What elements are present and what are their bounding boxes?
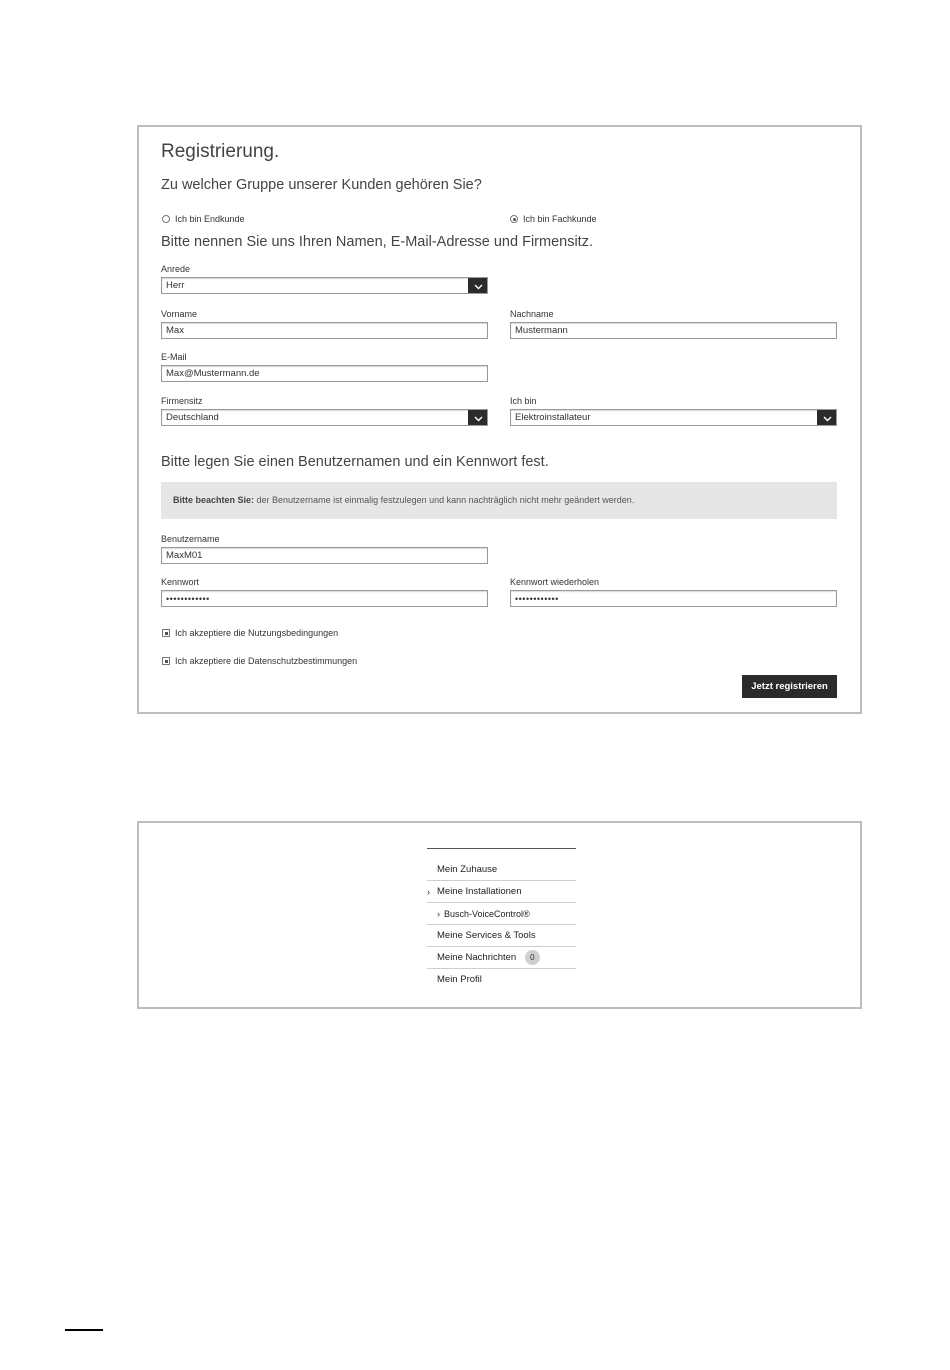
anrede-label: Anrede [161,264,191,274]
chevron-down-icon[interactable] [468,277,488,294]
menu-item-label: Meine Installationen [437,886,522,897]
register-button[interactable]: Jetzt registrieren [742,675,837,698]
firmensitz-select[interactable] [161,409,488,426]
notice-box [161,482,837,519]
chevron-right-icon: › [427,887,430,897]
menu-item-meine-nachrichten[interactable] [427,947,576,969]
ichbin-value: Elektroinstallateur [515,412,591,423]
chevron-down-icon[interactable] [817,409,837,426]
firmensitz-label: Firmensitz [161,396,203,406]
radio-endkunde[interactable] [162,215,170,223]
notice-text: der Benutzername ist einmalig festzulegen und kann nachträglich nicht mehr geändert werden. [254,495,635,505]
menu-item-label: Mein Profil [437,974,482,985]
chevron-right-icon: › [437,909,440,919]
email-label: E-Mail [161,352,187,362]
credentials-heading: Bitte legen Sie einen Benutzernamen und ein Kennwort fest. [161,454,549,470]
radio-fachkunde-label: Ich bin Fachkunde [523,214,597,224]
menu-item-mein-zuhause[interactable] [427,859,576,881]
password-label: Kennwort [161,577,200,587]
menu-item-label: Busch-VoiceControl® [444,909,530,919]
name-heading: Bitte nennen Sie uns Ihren Namen, E-Mail-Adresse und Firmensitz. [161,234,593,250]
registration-panel [137,125,862,714]
menu-item-meine-services-tools[interactable] [427,925,576,947]
menu-item-busch-voicecontrol[interactable] [427,903,576,925]
password-repeat-input[interactable]: •••••••••••• [510,590,837,607]
chevron-down-icon[interactable] [468,409,488,426]
password-input[interactable]: •••••••••••• [161,590,488,607]
privacy-checkbox[interactable] [162,657,170,665]
menu-item-label: Meine Services & Tools [437,930,536,941]
radio-fachkunde[interactable] [510,215,518,223]
page-footer-rule [65,1329,103,1331]
email-field[interactable]: Max@Mustermann.de [161,365,488,382]
group-question: Zu welcher Gruppe unserer Kunden gehören Sie? [161,177,482,193]
username-input[interactable]: MaxM01 [161,547,488,564]
menu-item-meine-installationen[interactable] [427,881,576,903]
username-label: Benutzername [161,534,220,544]
menu-item-mein-profil[interactable] [427,969,576,991]
nachname-input[interactable]: Mustermann [510,322,837,339]
ichbin-select[interactable] [510,409,837,426]
terms-checkbox[interactable] [162,629,170,637]
anrede-value: Herr [166,280,185,291]
messages-count-badge: 0 [525,950,540,965]
firmensitz-value: Deutschland [166,412,219,423]
nachname-label: Nachname [510,309,554,319]
account-menu [427,848,576,991]
account-menu-panel [137,821,862,1009]
notice-bold: Bitte beachten Sie: [173,495,255,505]
vorname-label: Vorname [161,309,198,319]
privacy-label: Ich akzeptiere die Datenschutzbestimmungen [175,656,358,666]
terms-label: Ich akzeptiere die Nutzungsbedingungen [175,628,339,638]
menu-item-label: Mein Zuhause [437,864,498,875]
menu-item-label: Meine Nachrichten [437,952,517,963]
page-title: Registrierung. [161,141,280,162]
password-repeat-label: Kennwort wiederholen [510,577,600,587]
anrede-select[interactable] [161,277,488,294]
ichbin-label: Ich bin [510,396,537,406]
radio-endkunde-label: Ich bin Endkunde [175,214,245,224]
vorname-input[interactable]: Max [161,322,488,339]
